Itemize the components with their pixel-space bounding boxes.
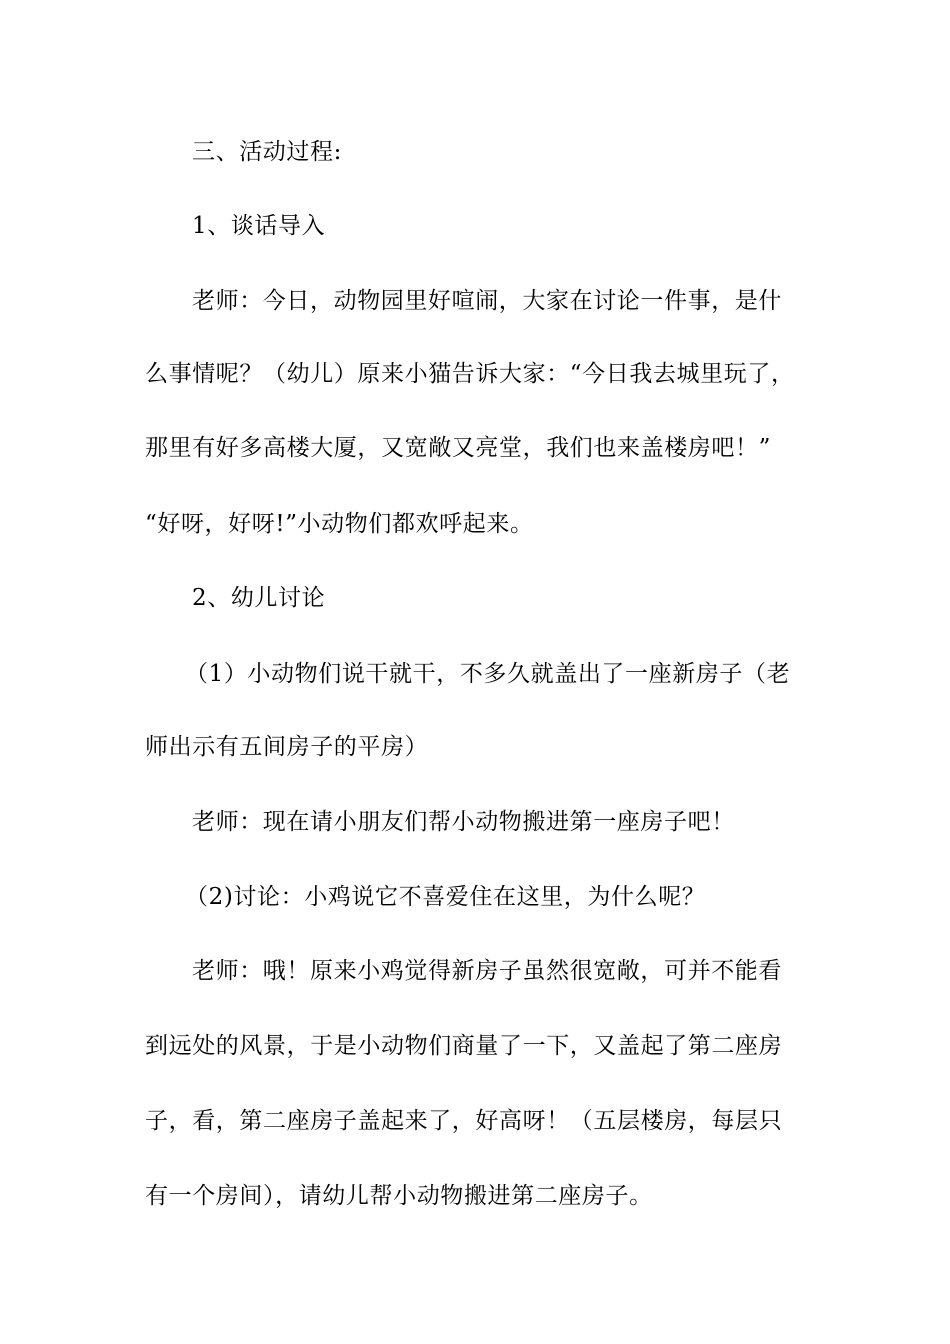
paragraph-line: 么事情呢？（幼儿）原来小猫告诉大家：“今日我去城里玩了，: [145, 361, 795, 387]
paragraph-line: （2)讨论：小鸡说它不喜爱住在这里，为什么呢？: [185, 884, 706, 910]
paragraph-line: 师出示有五间房子的平房）: [145, 734, 429, 760]
paragraph-line: 老师：今日，动物园里好喧闹，大家在讨论一件事，是什: [192, 288, 782, 314]
paragraph-line: 老师：现在请小朋友们帮小动物搬进第一座房子吧！: [192, 809, 735, 835]
paragraph-line: “好呀，好呀!”小动物们都欢呼起来。: [145, 511, 534, 537]
paragraph-line: 那里有好多高楼大厦，又宽敞又亮堂，我们也来盖楼房吧！”: [145, 435, 771, 461]
paragraph-line: 到远处的风景，于是小动物们商量了一下，又盖起了第二座房: [145, 1033, 783, 1059]
paragraph-line: 子，看，第二座房子盖起来了，好高呀！（五层楼房，每层只: [145, 1108, 783, 1134]
paragraph-line: 有一个房间），请幼儿帮小动物搬进第二座房子。: [145, 1183, 653, 1209]
paragraph-line: （1）小动物们说干就干，不多久就盖出了一座新房子（老: [185, 661, 791, 687]
paragraph-line: 老师：哦！原来小鸡觉得新房子虽然很宽敞，可并不能看: [192, 958, 782, 984]
section-heading: 三、活动过程:: [192, 139, 342, 165]
subsection-heading: 2、幼儿讨论: [192, 585, 326, 611]
subsection-heading: 1、谈话导入: [192, 213, 326, 239]
